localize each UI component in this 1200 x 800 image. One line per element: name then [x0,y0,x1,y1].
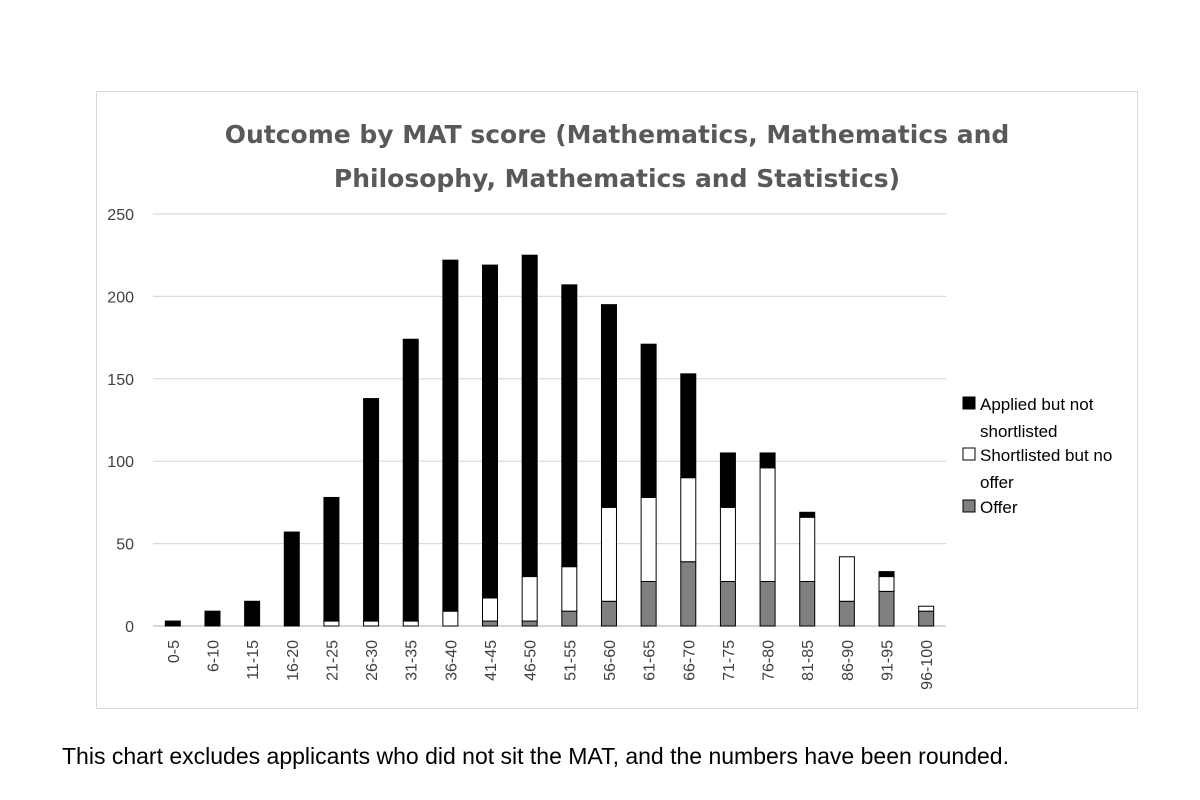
bar-segment [403,621,418,626]
bar-segment [601,601,616,626]
legend-swatch [963,448,975,460]
bar-segment [681,562,696,626]
bar-segment [919,611,934,626]
bar-segment [879,577,894,592]
bar-segment [720,507,735,581]
bar-segment [641,497,656,581]
bar-segment [641,344,656,497]
bar-segment [562,285,577,567]
bar-segment [364,621,379,626]
bar-segment [483,598,498,621]
x-tick-label: 86-90 [839,640,857,681]
bar-segment [760,582,775,626]
bar-segment [760,453,775,468]
legend-label: offer [980,473,1014,492]
bar-segment [562,611,577,626]
bar-segment [443,260,458,611]
x-tick-label: 51-55 [562,640,580,681]
y-tick-label: 150 [107,371,134,389]
bar-segment [483,621,498,626]
x-tick-label: 46-50 [522,640,540,681]
chart-title-line-2: Philosophy, Mathematics and Statistics) [333,164,901,193]
bar-segment [601,507,616,601]
bar-segment [284,532,299,626]
bar-segment [364,399,379,621]
x-tick-label: 96-100 [919,640,937,690]
x-tick-label: 81-85 [800,640,818,681]
x-tick-label: 16-20 [284,640,302,681]
x-tick-label: 66-70 [681,640,699,681]
legend-label: Applied but not [980,395,1094,414]
bar-segment [601,305,616,508]
x-tick-label: 36-40 [443,640,461,681]
bar-segment [522,621,537,626]
x-tick-label: 31-35 [403,640,421,681]
bar-segment [562,567,577,611]
bar-segment [324,621,339,626]
bar-segment [324,497,339,621]
legend-swatch [963,397,975,409]
x-tick-label: 56-60 [601,640,619,681]
bar-segment [839,601,854,626]
y-tick-label: 0 [125,619,134,636]
bars [165,255,933,626]
x-tick-label: 71-75 [720,640,738,681]
bar-segment [403,339,418,621]
x-tick-label: 61-65 [641,640,659,681]
bar-segment [681,374,696,478]
y-tick-label: 200 [107,289,134,307]
x-tick-label: 0-5 [165,640,183,664]
bar-segment [839,557,854,601]
x-tick-label: 11-15 [245,640,263,680]
bar-segment [919,606,934,611]
bar-segment [245,601,260,626]
bar-segment [800,582,815,626]
bar-segment [760,468,775,582]
x-tick-label: 91-95 [879,640,897,681]
legend-swatch [963,500,975,512]
bar-segment [800,512,815,517]
y-tick-label: 50 [116,536,134,554]
gridlines [153,214,946,626]
x-axis-ticks [166,640,936,690]
legend-label: Offer [980,498,1018,517]
legend [963,395,1112,517]
bar-segment [522,255,537,576]
bar-segment [879,572,894,577]
bar-segment [522,577,537,621]
bar-segment [720,453,735,507]
legend-label: shortlisted [980,422,1058,441]
bar-segment [641,582,656,626]
bar-segment [681,478,696,562]
y-tick-label: 100 [107,454,134,472]
chart-title-line-1: Outcome by MAT score (Mathematics, Mathematics and [224,120,1010,149]
bar-segment [879,591,894,626]
bar-segment [720,582,735,626]
legend-label: Shortlisted but no [980,446,1113,465]
bar-segment [165,621,180,626]
x-tick-label: 21-25 [324,640,342,681]
x-tick-label: 41-45 [483,640,501,681]
x-tick-label: 76-80 [760,640,778,681]
chart-caption: This chart excludes applicants who did not sit the MAT, and the numbers have been rounded. [62,743,1009,769]
bar-segment [205,611,220,626]
y-axis-ticks [107,207,134,636]
x-tick-label: 6-10 [205,640,223,673]
bar-segment [443,611,458,626]
y-tick-label: 250 [107,207,134,224]
x-tick-label: 26-30 [364,640,382,681]
bar-segment [800,517,815,581]
bar-segment [483,265,498,598]
